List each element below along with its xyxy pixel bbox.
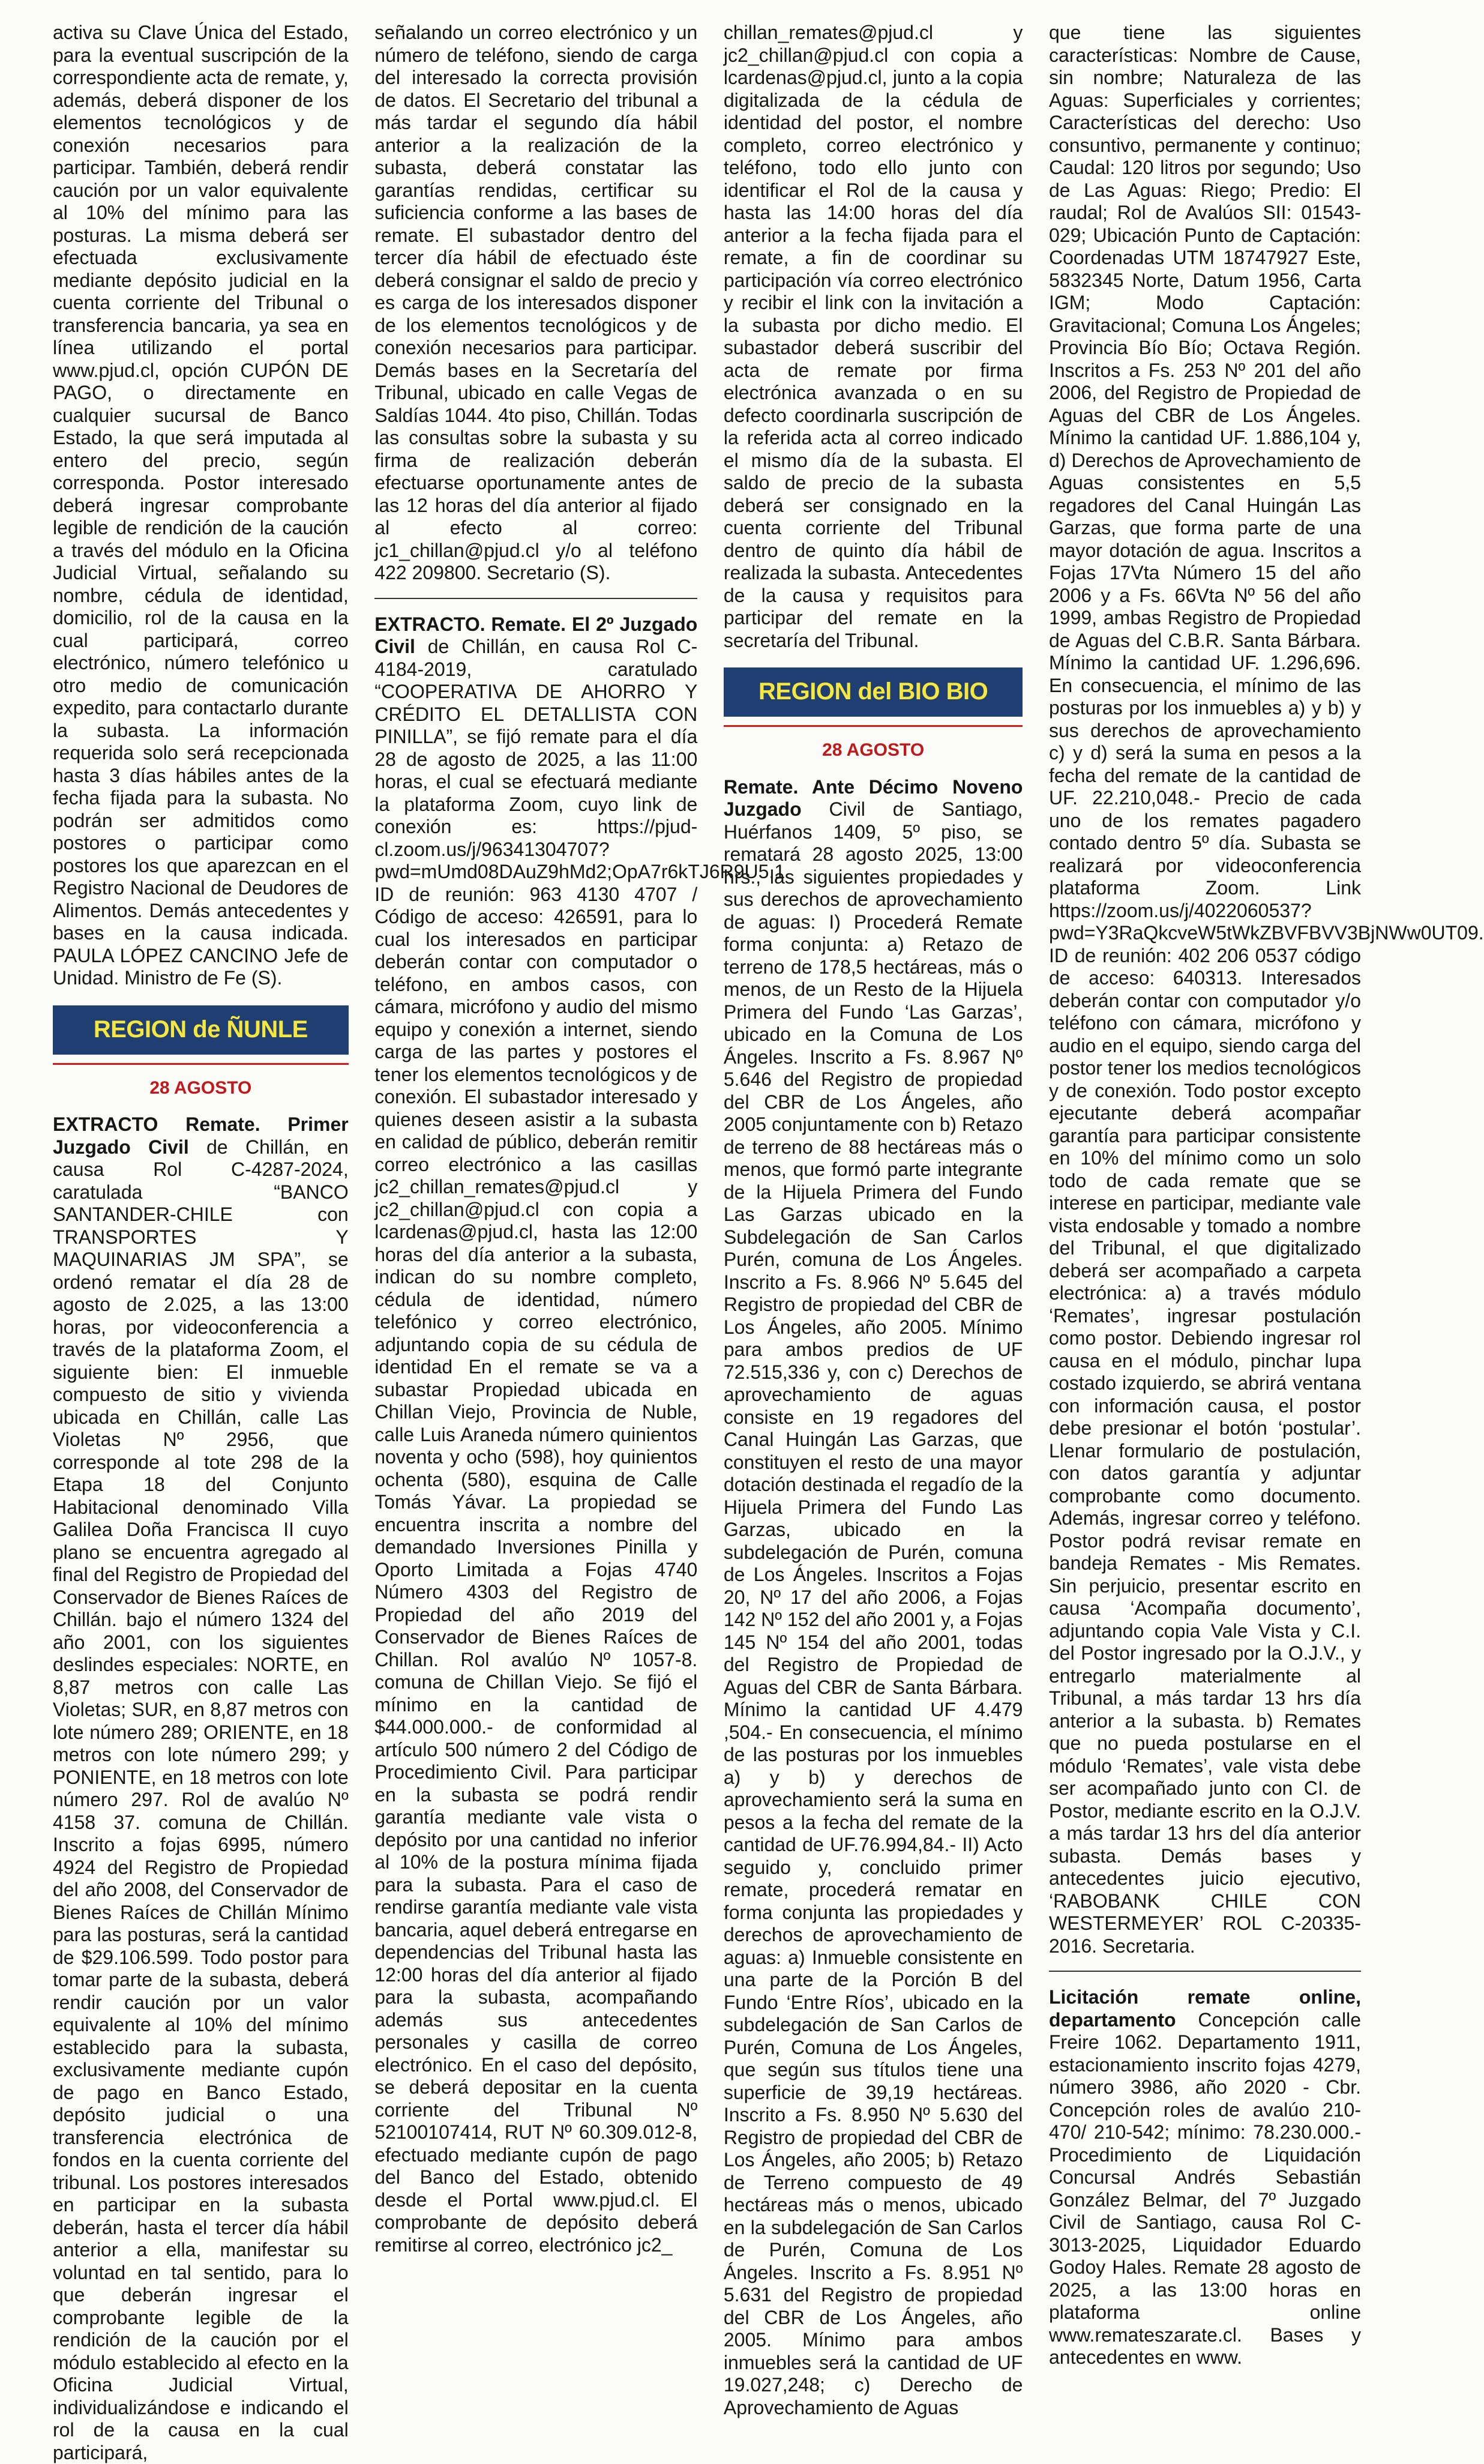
banner-divider (724, 725, 1023, 727)
notice-remate-segundo-juzgado (374, 613, 786, 2257)
notice-continuation: chillan_remates@pjud.cl y jc2_chillan@pjud.cl con copia a lcardenas@pjud.cl, junto a la copia digitalizada de la cédula de identidad del postor, el nombre completo, correo electrónico y teléfono, todo ello junto con identificar el Rol de la causa y hasta las 14:00 horas del día anterior a la fecha fijada para el remate, a fin de coordinar su participación vía correo electrónico y recibir el link con la invitación a la subasta por dicho medio. El subastador deberá suscribir del acta de remate por firma electrónica avanzada o en su defecto coordinarla suscripción de la referida acta al correo indicado el mismo día de la subasta. El saldo de precio de la subasta deberá ser consignado en la cuenta corriente del Tribunal dentro de quinto día hábil de realizada la subasta. Antecedentes de la causa y requisitos para participar del remate en la secretaría del Tribunal. (723, 22, 1023, 651)
column-gutter (357, 22, 367, 1935)
notice-continuation: que tiene las siguientes características: Nombre de Cause, sin nombre; Naturaleza de las Aguas: Superficiales y corrientes; Características del derecho: Uso consuntivo, permanente y continuo; Caudal: 120 litros por segundo; Uso de Las Aguas: Riego; Predio: El raudal; Rol de Avalúos SII: 01543-029; Ubicación Punto de Captación: Coordenadas UTM 18747927 Este, 5832345 Norte, Datum 1956, Carta IGM; Modo Captación: Gravitacional; Comuna Los Ángeles; Provincia Bío Bío; Octava Región. Inscritos a Fs. 253 Nº 201 del año 2006, del Registro de Propiedad de Aguas del CBR de Los Ángeles. Mínimo la cantidad UF. 1.886,104 y, d) Derechos de Aprovechamiento de Aguas consistentes en 5,5 regadores del Canal Huingán Las Garzas, que forma parte de una mayor dotación de agua. Inscritos a Fojas 17Vta Número 15 del año 2006 y a Fs. 66Vta Nº 56 del año 1999, ambas Registro de Propiedad de Aguas del C.B.R. Santa Bárbara. Mínimo la cantidad UF. 1.296,696. En consecuencia, el mínimo de las posturas por los inmuebles a) y b) y sus derechos de aprovechamiento c) y d) será la suma en pesos a la fecha del remate de la cantidad de UF. 22.210,048.- Precio de cada uno de los remates pagadero contado dentro 5º día. Subasta se realizará por videoconferencia plataforma Zoom. Link https://zoom.us/j/4022060537?pwd=Y3RaQkcveW5tWkZBVFBVV3BjNWw0UT09. ID de reunión: 402 206 0537 código de acceso: 640313. Interesados deberán contar con computador y/o teléfono con cámara, micrófono y audio en el equipo, siendo carga del postor tener los medios tecnológicos y de conexión. Todo postor excepto ejecutante deberá acompañar garantía para participar consistente en 10% del mínimo como un solo todo de cada remate que se interese en participar, mediante vale vista endosable y tomado a nombre del Tribunal, el que digitalizado deberá ser acompañado a carpeta electrónica: a) a través módulo ‘Remates’, ingresar postulación como postor. Debiendo ingresar rol causa en el módulo, pinchar lupa costado izquierdo, se abrirá ventana con información causa, el postor debe presionar el botón ‘postular’. Llenar formulario de postulación, con datos garantía y adjuntar comprobante como documento. Además, ingresar correo y teléfono. Postor podrá revisar remate en bandeja Remates - Mis Remates. Sin perjuicio, presentar escrito en causa ‘Acompaña documento’, adjuntando copia Vale Vista y C.I. del Postor ingresado por la O.J.V., y entregarlo materialmente al Tribunal, a más tardar 13 hrs día anterior a la subasta. b) Remates que no pueda postularse en el módulo ‘Remates’, vale vista debe ser acompañado junto con CI. de Postor, mediante escrito en la O.J.V. a más tardar 13 hrs del día anterior subasta. Demás bases y antecedentes juicio ejecutivo, ‘RABOBANK CHILE CON WESTERMEYER’ ROL C-20335-2016. Secretaria. (1048, 22, 1484, 1957)
notice-heading: Remate. Ante Décimo Noveno Juzgado (723, 776, 1023, 820)
banner-divider (53, 1063, 349, 1065)
notice-body: Concepción calle Freire 1062. Departamento 1911, estacionamiento inscrito fojas 4279, número 3986, año 2020 - Cbr. Concepción roles de avalúo 210-470/ 210-542; mínimo: 78.230.000.- Procedimiento de Liquidación Concursal Andrés Sebastián González Belmar, del 7º Juzgado Civil de Santiago, causa Rol C-3013-2025, Liquidador Eduardo Godoy Hales. Remate 28 agosto de 2025, a las 13:00 horas en plataforma online www.remateszarate.cl. Bases y antecedentes en www. (1048, 2008, 1361, 2368)
notice-separator (374, 598, 697, 599)
column-gutter (706, 22, 715, 1935)
notice-heading: Licitación remate online, departamento (1048, 1986, 1361, 2031)
column-gutter (1031, 22, 1041, 1935)
notice-separator (1049, 1971, 1361, 1972)
notice-continuation: señalando un correo electrónico y un número de teléfono, siendo de carga del interesado la correcta provisión de datos. El Secretario del tribunal a más tardar el segundo día hábil anterior a la realización de la subasta, deberá constatar las garantías rendidas, certificar su suficiencia conforme a las bases de remate. El subastador dentro del tercer día hábil de efectuado éste deberá consignar el saldo de precio y es carga de los interesados disponer de los elementos tecnológicos y de conexión necesarios para participar. Demás bases en la Secretaría del Tribunal, ubicado en calle Vegas de Saldías 1044. 4to piso, Chillán. Todas las consultas sobre la subasta y su firma de realización deberán efectuarse oportunamente antes de las 12 horas del día anterior al fijado al efecto al correo: jc1_chillan@pjud.cl y/o al teléfono 422 209800. Secretario (S). (374, 22, 698, 583)
region-banner-biobio: REGION del BIO BIO (724, 667, 1023, 717)
notice-remate-primer-juzgado (53, 1113, 349, 2464)
section-date: 28 AGOSTO (822, 740, 925, 760)
region-banner-nuble: REGION de ÑUNLE (53, 1005, 349, 1055)
column-1 (44, 22, 357, 2463)
notice-body: de Chillán, en causa Rol C-4287-2024, caratulada “BANCO SANTANDER-CHILE con TRANSPORTES Y MAQUINARIAS JM SPA”, se ordenó rematar el día 28 de agosto de 2.025, a las 13:00 horas, por videoconferencia a través de la plataforma Zoom, el siguiente bien: El inmueble compuesto de sitio y vivienda ubicada en Chillán, calle Las Violetas Nº 2956, que corresponde al tote 298 de la Etapa 18 del Conjunto Habitacional denominado Villa Galilea Doña Francisca II cuyo plano se encuentra agregado al final del Registro de Propiedad del Conservador de Bienes Raíces de Chillán. bajo el número 1324 del año 2001, con los siguientes deslindes especiales: NORTE, en 8,87 metros con calle Las Violetas; SUR, en 8,87 metros con lote número 289; ORIENTE, en 18 metros con lote número 299; y PONIENTE, en 18 metros con lote número 297. Rol de avalúo Nº 4158 37. comuna de Chillán. Inscrito a fojas 6995, número 4924 del Registro de Propiedad del año 2008, del Conservador de Bienes Raíces de Chillán Mínimo para las posturas, será la cantidad de $29.106.599. Todo postor para tomar parte de la subasta, deberá rendir caución por un valor equivalente al 10% del mínimo establecido para la subasta, exclusivamente mediante cupón de pago en Banco Estado, depósito judicial o una transferencia electrónica de fondos en la cuenta corriente del tribunal. Los postores interesados en participar en la subasta deberán, hasta el tercer día hábil anterior a ella, manifestar su voluntad en tal sentido, para lo que deberán ingresar el comprobante legible de la rendición de la caución por el módulo establecido al efecto en la Oficina Judicial Virtual, individualizándose e indicando el rol de la causa en la cual participará, (53, 1136, 349, 2463)
column-2 (366, 22, 786, 2256)
notice-continuation: activa su Clave Única del Estado, para la eventual suscripción de la correspondiente acta de remate, y, además, deberá disponer de los elementos tecnológicos y de conexión necesarios para participar. También, deberá rendir caución por un valor equivalente al 10% del mínimo para las posturas. La misma deberá ser efectuada exclusivamente mediante depósito judicial en la cuenta corriente del Tribunal o transferencia bancaria, ya sea en línea utilizando el portal www.pjud.cl, opción CUPÓN DE PAGO, o directamente en cualquier sucursal de Banco Estado, la que será imputada al entero del precio, según corresponda. Postor interesado deberá ingresar comprobante legible de rendición de la caución a través del módulo en la Oficina Judicial Virtual, señalando su nombre, cédula de identidad, domicilio, rol de la causa en la cual participará, correo electrónico, número telefónico u otro medio de comunicación expedito, para contactarlo durante la subasta. La información requerida solo será recepcionada hasta 3 días hábiles antes de la fecha fijada para la subasta. No podrán ser admitidos como postores o participar como postores los que aparezcan en el Registro Nacional de Deudores de Alimentos. Demás antecedentes y bases en la causa indicada. PAULA LÓPEZ CANCINO Jefe de Unidad. Ministro de Fe (S). (53, 22, 349, 989)
notice-body: Civil de Santiago, Huérfanos 1409, 5º piso, se rematará 28 agosto 2025, 13:00 hrs., las siguientes propiedades y sus derechos de aprovechamiento de aguas: I) Procederá Remate forma conjunta: a) Retazo de terreno de 178,5 hectáreas, más o menos, de un Resto de la Hijuela Primera del Fundo ‘Las Garzas’, ubicado en la Comuna de Los Ángeles. Inscrito a Fs. 8.967 Nº 5.646 del Registro de propiedad del CBR de Los Ángeles, año 2005 conjuntamente con b) Retazo de terreno de 88 hectáreas más o menos, que formó parte integrante de la Hijuela Primera del Fundo Las Garzas ubicado en la Subdelegación de San Carlos Purén, comuna de Los Ángeles. Inscrito a Fs. 8.966 Nº 5.645 del Registro de propiedad del CBR de Los Ángeles, año 2005. Mínimo para ambos predios de UF 72.515,336 y, con c) Derechos de aprovechamiento de aguas consiste en 19 regadores del Canal Huingán Las Garzas, que constituyen el resto de una mayor dotación destinada el regadío de la Hijuela Primera del Fundo Las Garzas, ubicado en la subdelegación de Purén, comuna de Los Ángeles. Inscritos a Fojas 20, Nº 17 del año 2006, a Fojas 142 Nº 152 del año 2001 y, a Fojas 145 Nº 154 del año 2001, todas del Registro de Propiedad de Aguas del CBR de Santa Bárbara. Mínimo la cantidad UF 4.479 ,504.- En consecuencia, el mínimo de las posturas por los inmuebles a) y b) y derechos de aprovechamiento será la suma en pesos a la fecha del remate de la cantidad de UF.76.994,84.- II) Acto seguido y, concluido primer remate, procederá rematar en forma conjunta las propiedades y derechos de aprovechamiento de aguas: a) Inmueble consistente en una parte de la Porción B del Fundo ‘Entre Ríos’, ubicado en la subdelegación de San Carlos de Purén, Comuna de Los Ángeles, que según sus títulos tiene una superficie de 39,19 hectáreas. Inscrito a Fs. 8.950 Nº 5.630 del Registro de propiedad del CBR de Los Ángeles, año 2005; b) Retazo de Terreno compuesto de 49 hectáreas más o menos, ubicado en la subdelegación de San Carlos de Purén, Comuna de Los Ángeles. Inscrito a Fs. 8.951 Nº 5.631 del Registro de propiedad del CBR de Los Ángeles, año 2005. Mínimo para ambos inmuebles será la cantidad de UF 19.027,248; c) Derecho de Aprovechamiento de Aguas (723, 798, 1023, 2418)
notice-remate-decimo-noveno (724, 776, 1023, 2420)
notice-body: de Chillán, en causa Rol C-4184-2019, caratulado “COOPERATIVA DE AHORRO Y CRÉDITO EL DETALLISTA CON PINILLA”, se fijó remate para el día 28 de agosto de 2025, a las 11:00 horas, el cual se efectuará mediante la plataforma Zoom, cuyo link de conexión es: https://pjud-cl.zoom.us/j/96341304707?pwd=mUmd08DAuZ9hMd2;OpA7r6kTJ6R9U5.1 ID de reunión: 963 4130 4707 / Código de acceso: 426591, para lo cual los interesados en participar deberán contar con computador o teléfono, en ambos casos, con cámara, micrófono y audio del mismo equipo y conexión a internet, siendo carga de las partes y postores el tener los elementos tecnológicos y de conexión. El subastador interesado y quienes deseen asistir a la subasta en calidad de público, deberán remitir correo electrónico a las casillas jc2_chillan_remates@pjud.cl y jc2_chillan@pjud.cl con copia a lcardenas@pjud.cl, hasta las 12:00 horas del día anterior a la subasta, indican do su nombre completo, cédula de identidad, número telefónico y correo electrónico, adjuntando copia de su cédula de identidad En el remate se va a subastar Propiedad ubicada en Chillan Viejo, Provincia de Nuble, calle Luis Araneda número quinientos noventa y ocho (598), hoy quinientos ochenta (580), esquina de Calle Tomás Yávar. La propiedad se encuentra inscrita a nombre del demandado Inversiones Pinilla y Oporto Limitada a Fojas 4740 Número 4303 del Registro de Propiedad del año 2019 del Conservador de Bienes Raíces de Chillan. Rol avalúo Nº 1057-8. comuna de Chillan Viejo. Se fijó el mínimo en la cantidad de $44.000.000.- de conformidad al artículo 500 número 2 del Código de Procedimiento Civil. Para participar en la subasta se podrá rendir garantía mediante vale vista o depósito por una cantidad no inferior al 10% de la postura mínima fijada para la subasta. Para el caso de rendirse garantía mediante vale vista bancaria, aquel deberá entregarse en dependencias del Tribunal hasta las 12:00 horas del día anterior al fijado para la subasta, acompañando además sus antecedentes personales y casilla de correo electrónico. En el caso del depósito, se deberá depositar en la cuenta corriente del Tribunal Nº 52100107414, RUT Nº 60.309.012-8, efectuado mediante cupón de pago del Banco del Estado, obtenido desde el Portal www.pjud.cl. El comprobante de depósito deberá remitirse al correo, electrónico jc2_ (374, 636, 786, 2256)
section-date: 28 AGOSTO (149, 1077, 252, 1098)
notice-heading: EXTRACTO Remate. Primer Juzgado Civil (53, 1113, 349, 1158)
column-4 (1041, 22, 1484, 2368)
notice-heading: EXTRACTO. Remate. El 2º Juzgado Civil (374, 613, 698, 657)
column-3 (715, 22, 1032, 2418)
notice-licitacion-departamento (1049, 1986, 1361, 2369)
